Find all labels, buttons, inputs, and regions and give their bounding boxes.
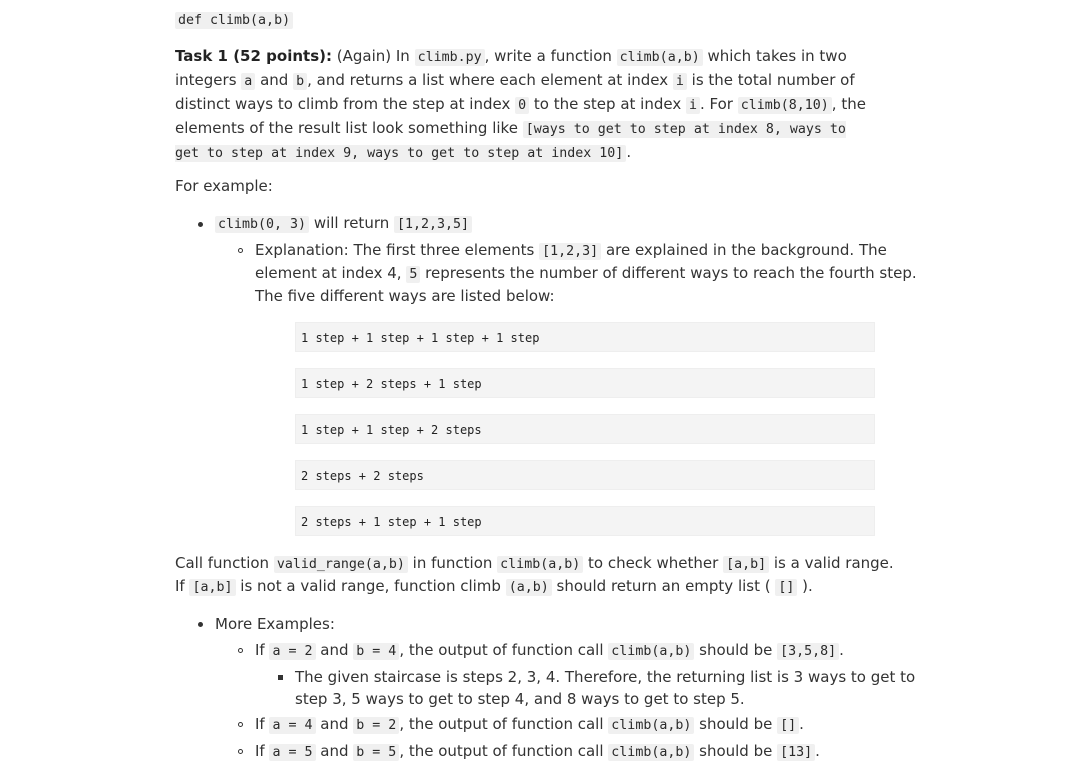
inline-code: b = 2 [353, 717, 399, 734]
text: and [315, 742, 354, 760]
signature-code: def climb(a,b) [175, 12, 293, 29]
inline-code: i [673, 73, 687, 90]
inline-code: [1,2,3,5] [394, 216, 472, 233]
bullet-circle [238, 248, 243, 253]
text: which takes in two integers [175, 47, 847, 89]
inline-code: climb(8,10) [738, 97, 832, 114]
way-code-block: 2 steps + 2 steps [295, 460, 875, 490]
inline-code: [1,2,3] [539, 243, 601, 260]
more-examples-label: More Examples: [215, 615, 335, 633]
text: in function [407, 554, 498, 572]
way-code-block: 1 step + 1 step + 1 step + 1 step [295, 322, 875, 352]
text: and [315, 715, 354, 733]
more-example-2 [255, 713, 804, 737]
text: . [799, 715, 804, 733]
text: . For [699, 95, 738, 113]
bullet-circle [238, 648, 243, 653]
text: should be [694, 715, 778, 733]
text: If [255, 641, 270, 659]
example1-note-line-2: step 3, 5 ways to get to step 4, and 8 ways to get to step 5. [295, 690, 745, 708]
inline-code: climb.py [415, 49, 485, 66]
text: , write a function [484, 47, 617, 65]
bullet-square [278, 675, 283, 680]
inline-code: [a,b] [189, 579, 235, 596]
text: element at index 4, [255, 264, 407, 282]
text: If [255, 742, 270, 760]
way-code-block: 2 steps + 1 step + 1 step [295, 506, 875, 536]
way-code-block: 1 step + 2 steps + 1 step [295, 368, 875, 398]
text: is the total number of distinct ways to climb from the step at index [175, 71, 855, 113]
explanation-line-2 [255, 262, 917, 286]
inline-code: (a,b) [506, 579, 552, 596]
text: Call function [175, 554, 274, 572]
text: will return [309, 214, 395, 232]
text: and [255, 71, 294, 89]
task1-paragraph [175, 45, 875, 165]
inline-code: b = 4 [353, 643, 399, 660]
inline-code: 0 [515, 97, 529, 114]
text: If [175, 577, 190, 595]
bullet-circle [238, 749, 243, 754]
text: . [626, 143, 632, 161]
example1-note-line-1: The given staircase is steps 2, 3, 4. Therefore, the returning list is 3 ways to get to [295, 668, 916, 686]
more-example-1 [255, 639, 844, 663]
text: (Again) In [331, 47, 415, 65]
inline-code: [] [777, 717, 799, 734]
text: are explained in the background. The [601, 241, 887, 259]
inline-code: [13] [777, 744, 815, 761]
text: to the step at index [529, 95, 686, 113]
inline-code: a = 4 [269, 717, 315, 734]
bullet-circle [238, 722, 243, 727]
call-line-2 [175, 575, 813, 599]
example1-line [215, 212, 472, 236]
inline-code: a = 5 [269, 744, 315, 761]
inline-code: b = 5 [353, 744, 399, 761]
task1-label: Task 1 (52 points): [175, 47, 332, 65]
inline-code: climb(a,b) [497, 556, 583, 573]
inline-code: [a,b] [723, 556, 769, 573]
explanation-line-1 [255, 239, 887, 263]
text: should be [694, 641, 778, 659]
inline-code: 5 [406, 266, 420, 283]
text: should return an empty list ( [551, 577, 776, 595]
bullet-dot [198, 222, 203, 227]
text: , the output of function call [399, 641, 609, 659]
for-example-label: For example: [175, 177, 273, 195]
text: . [815, 742, 820, 760]
bullet-dot [198, 622, 203, 627]
inline-code: b [293, 73, 307, 90]
text: . [839, 641, 844, 659]
explanation-line-3: The five different ways are listed below: [255, 287, 555, 305]
text: is a valid range. [769, 554, 894, 572]
text: ). [797, 577, 813, 595]
text: and [315, 641, 354, 659]
inline-code: climb(a,b) [608, 717, 694, 734]
text: , the elements of the result list look something like [175, 95, 866, 137]
text: , and returns a list where each element at index [307, 71, 673, 89]
inline-code: [ways to get to step at index 8, ways to get to step at index 9, ways to get to step at index 10] [175, 122, 846, 161]
text: If [255, 715, 270, 733]
inline-code: valid_range(a,b) [274, 556, 408, 573]
inline-code: a [241, 73, 255, 90]
inline-code: climb(a,b) [617, 49, 703, 66]
inline-code: climb(a,b) [608, 744, 694, 761]
inline-code: [3,5,8] [777, 643, 839, 660]
text: , the output of function call [399, 742, 609, 760]
inline-code: i [686, 97, 700, 114]
text: Explanation: The first three elements [255, 241, 540, 259]
text: , the output of function call [399, 715, 609, 733]
inline-code: climb(a,b) [608, 643, 694, 660]
text: represents the number of different ways to reach the fourth step. [420, 264, 917, 282]
inline-code: [] [775, 579, 797, 596]
text: is not a valid range, function climb [235, 577, 506, 595]
inline-code: a = 2 [269, 643, 315, 660]
text: should be [694, 742, 778, 760]
text: to check whether [583, 554, 724, 572]
call-line-1 [175, 552, 894, 576]
function-signature [175, 9, 293, 31]
inline-code: climb(0, 3) [215, 216, 309, 233]
more-example-3 [255, 740, 820, 764]
way-code-block: 1 step + 1 step + 2 steps [295, 414, 875, 444]
